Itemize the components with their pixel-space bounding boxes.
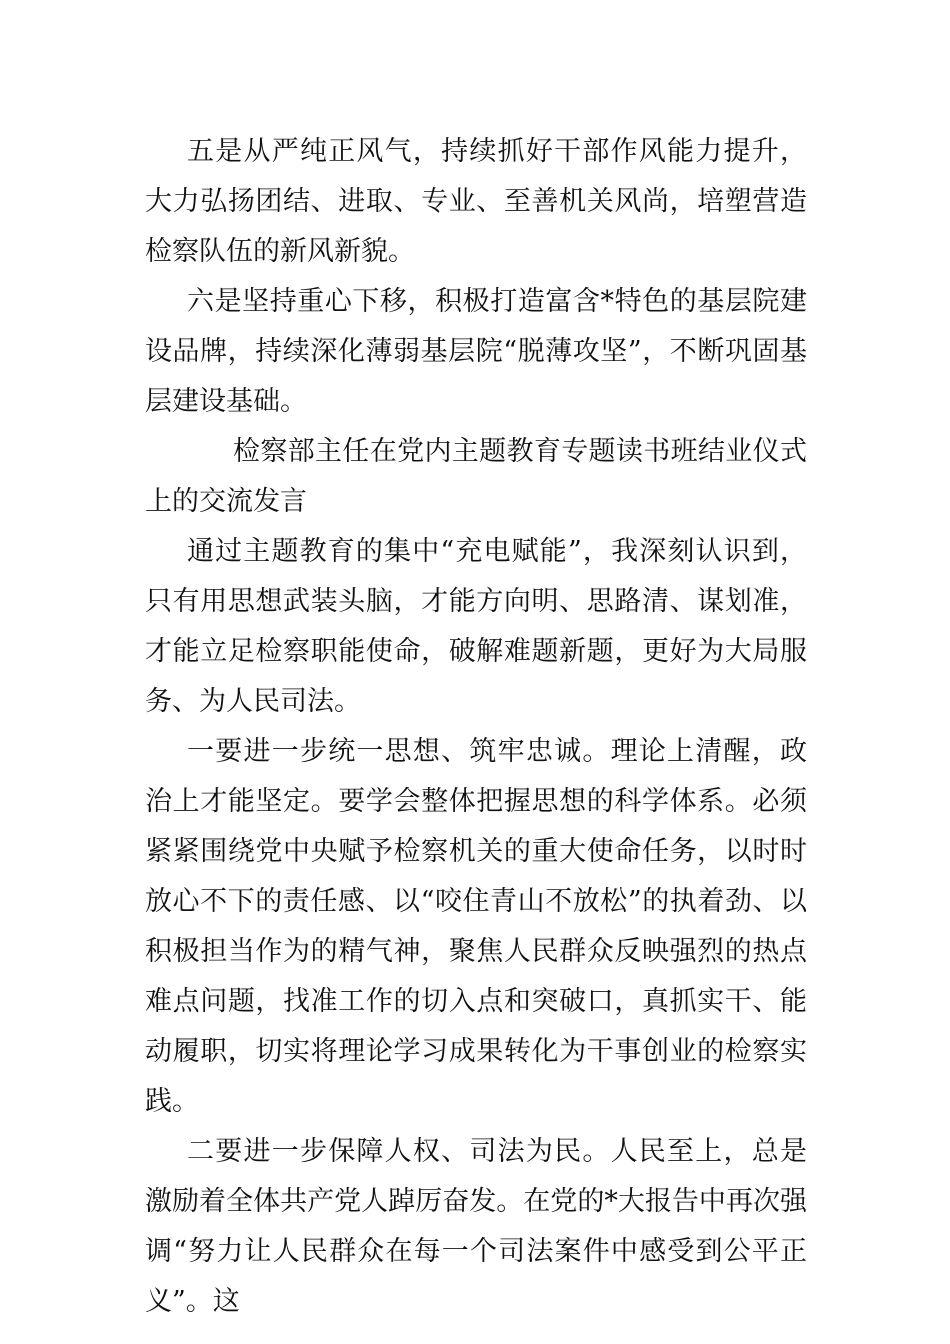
paragraph-six: 六是坚持重心下移，积极打造富含*特色的基层院建设品牌，持续深化薄弱基层院“脱薄攻坚”，不断巩固基层建设基础。 [145, 286, 807, 417]
speech-title: 检察部主任在党内主题教育专题读书班结业仪式上的交流发言 [145, 436, 807, 517]
paragraph-one: 一要进一步统一思想、筑牢忠诚。理论上清醒，政治上才能坚定。要学会整体把握思想的科学体系。必须紧紧围绕党中央赋予检察机关的重大使命任务，以时时放心不下的责任感、以“咬住青山不放松”的执着劲、以积极担当作为的精气神，聚焦人民群众反映强烈的热点难点问题，找准工作的切入点和突破口，真抓实干、能动履职，切实将理论学习成果转化为干事创业的检察实践。 [145, 736, 807, 1117]
paragraph-five: 五是从严纯正风气，持续抓好干部作风能力提升，大力弘扬团结、进取、专业、至善机关风尚，培塑营造检察队伍的新风新貌。 [145, 136, 807, 267]
document-body [145, 127, 807, 1327]
paragraph-intro: 通过主题教育的集中“充电赋能”，我深刻认识到，只有用思想武装头脑，才能方向明、思路清、谋划准，才能立足检察职能使命，破解难题新题，更好为大局服务、为人民司法。 [145, 536, 807, 717]
paragraph-two: 二要进一步保障人权、司法为民。人民至上，总是激励着全体共产党人踔厉奋发。在党的*大报告中再次强调“努力让人民群众在每一个司法案件中感受到公平正义”。这 [145, 1136, 807, 1317]
